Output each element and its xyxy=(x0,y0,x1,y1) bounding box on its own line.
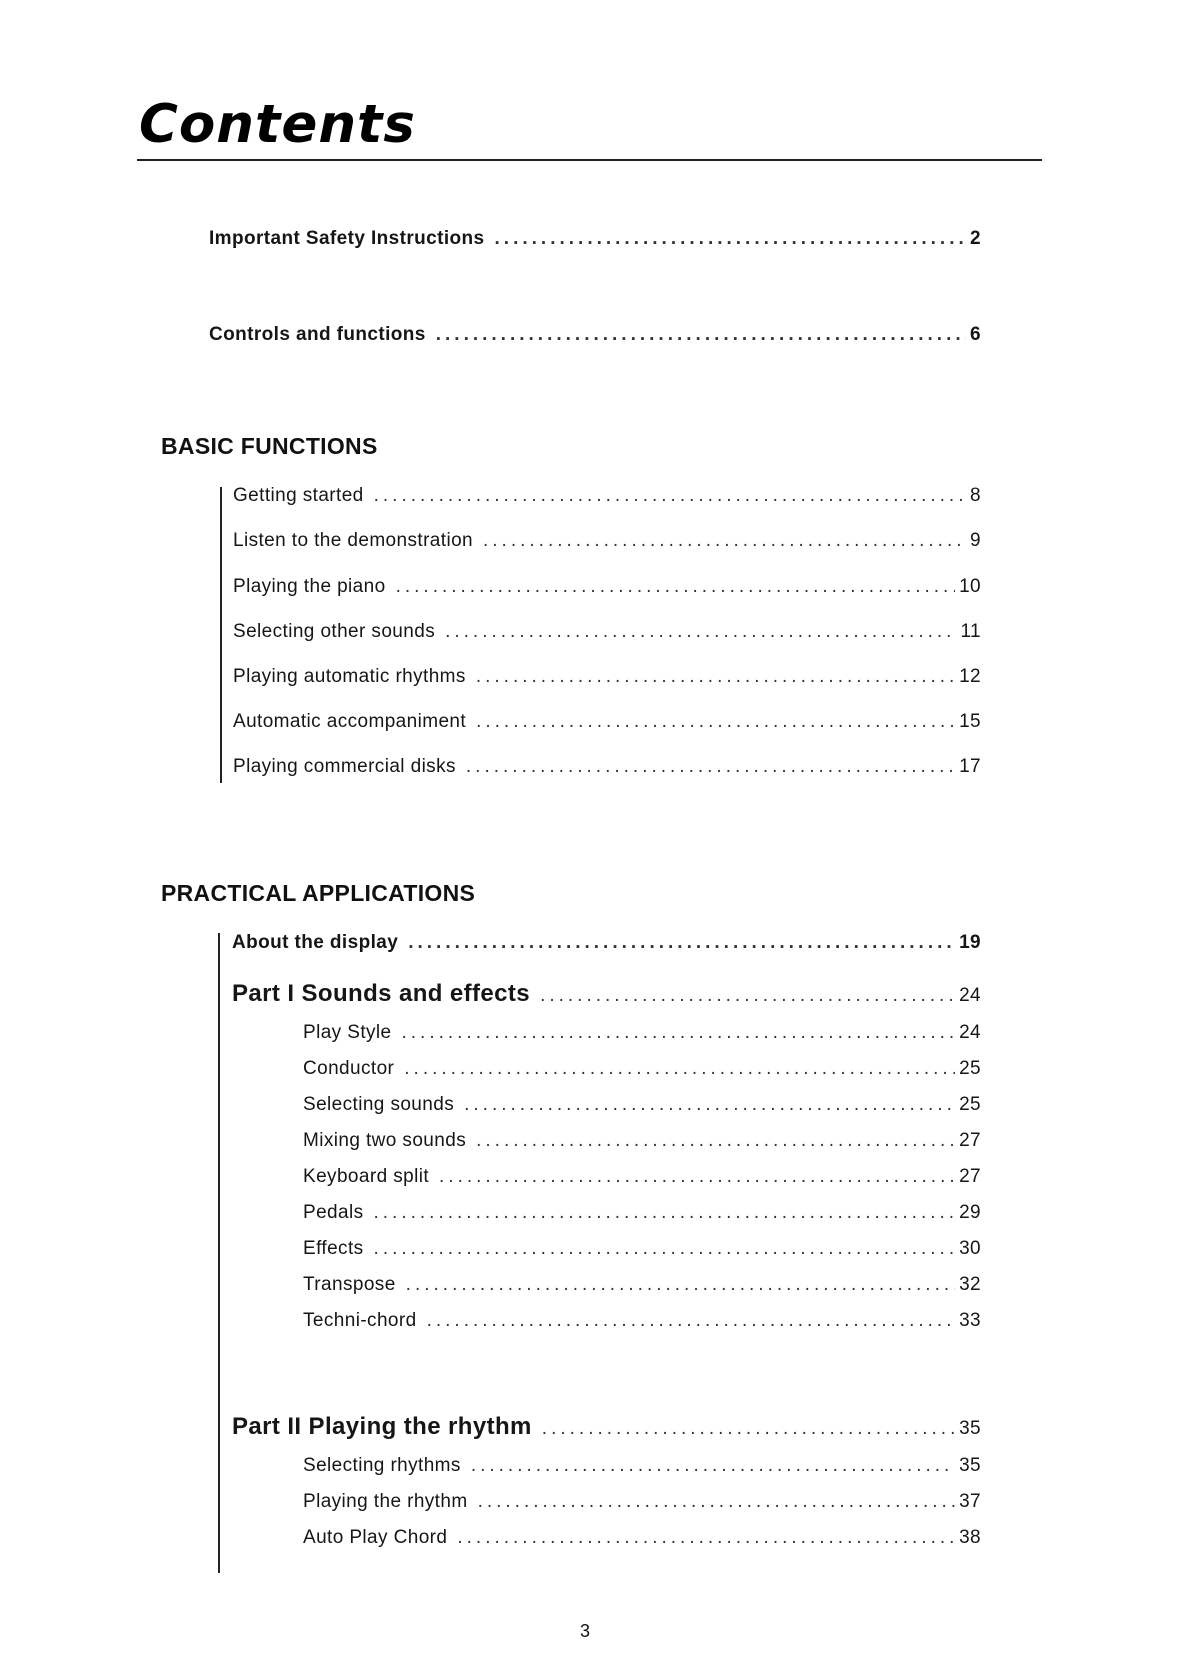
dot-leader xyxy=(476,1130,955,1152)
toc-entry-play-style[interactable] xyxy=(303,1022,981,1044)
section-bar-basic xyxy=(220,487,222,783)
toc-entry-label: Controls and functions xyxy=(209,324,426,345)
dot-leader xyxy=(439,1166,955,1188)
toc-entry-listen-to-demonstration[interactable] xyxy=(233,530,981,552)
dot-leader xyxy=(436,324,966,346)
title-rule xyxy=(137,159,1042,161)
dot-leader xyxy=(483,530,966,552)
dot-leader xyxy=(408,932,955,954)
toc-entry-page: 12 xyxy=(959,666,981,687)
toc-part-2-playing-the-rhythm[interactable] xyxy=(232,1413,981,1441)
toc-entry-label: Selecting other sounds xyxy=(233,621,436,642)
toc-entry-page: 9 xyxy=(970,530,981,551)
toc-entry-label: Transpose xyxy=(303,1274,396,1295)
toc-entry-page: 19 xyxy=(959,932,981,953)
toc-entry-page: 10 xyxy=(959,576,981,597)
toc-entry-automatic-accompaniment[interactable] xyxy=(233,711,981,733)
toc-entry-playing-automatic-rhythms[interactable] xyxy=(233,666,981,688)
toc-entry-page: 29 xyxy=(959,1202,981,1223)
toc-entry-safety-instructions[interactable] xyxy=(209,228,981,250)
toc-entry-page: 25 xyxy=(959,1058,981,1079)
page-title: Contents xyxy=(139,94,416,155)
toc-entry-label: Play Style xyxy=(303,1022,392,1043)
toc-entry-label: Part II Playing the rhythm xyxy=(232,1413,532,1440)
toc-entry-transpose[interactable] xyxy=(303,1274,981,1296)
toc-entry-label: Selecting rhythms xyxy=(303,1455,461,1476)
toc-entry-pedals[interactable] xyxy=(303,1202,981,1224)
toc-entry-page: 24 xyxy=(959,1022,981,1043)
dot-leader xyxy=(445,621,956,643)
toc-entry-label: Techni-chord xyxy=(303,1310,417,1331)
dot-leader xyxy=(540,985,955,1007)
dot-leader xyxy=(374,485,966,507)
toc-part-1-sounds-and-effects[interactable] xyxy=(232,980,981,1008)
dot-leader xyxy=(374,1238,956,1260)
dot-leader xyxy=(542,1418,955,1440)
toc-entry-page: 25 xyxy=(959,1094,981,1115)
toc-entry-getting-started[interactable] xyxy=(233,485,981,507)
toc-entry-controls-and-functions[interactable] xyxy=(209,324,981,346)
toc-entry-playing-the-rhythm[interactable] xyxy=(303,1491,981,1513)
toc-entry-label: Playing automatic rhythms xyxy=(233,666,466,687)
toc-entry-label: Pedals xyxy=(303,1202,364,1223)
toc-entry-conductor[interactable] xyxy=(303,1058,981,1080)
toc-entry-playing-commercial-disks[interactable] xyxy=(233,756,981,778)
toc-entry-selecting-other-sounds[interactable] xyxy=(233,621,981,643)
toc-entry-effects[interactable] xyxy=(303,1238,981,1260)
dot-leader xyxy=(478,1491,956,1513)
toc-entry-page: 8 xyxy=(970,485,981,506)
dot-leader xyxy=(466,756,955,778)
toc-entry-mixing-two-sounds[interactable] xyxy=(303,1130,981,1152)
toc-entry-label: Mixing two sounds xyxy=(303,1130,467,1151)
dot-leader xyxy=(401,1022,955,1044)
toc-entry-page: 37 xyxy=(959,1491,981,1512)
toc-entry-selecting-sounds[interactable] xyxy=(303,1094,981,1116)
dot-leader xyxy=(476,666,955,688)
section-bar-practical xyxy=(218,933,220,1573)
section-heading-basic-functions: BASIC FUNCTIONS xyxy=(161,433,378,459)
toc-entry-page: 38 xyxy=(959,1527,981,1548)
toc-entry-page: 6 xyxy=(970,324,981,345)
toc-entry-label: Automatic accompaniment xyxy=(233,711,467,732)
toc-entry-page: 30 xyxy=(959,1238,981,1259)
dot-leader xyxy=(404,1058,955,1080)
toc-entry-label: Playing the piano xyxy=(233,576,386,597)
toc-entry-page: 32 xyxy=(959,1274,981,1295)
toc-entry-label: Effects xyxy=(303,1238,364,1259)
toc-entry-selecting-rhythms[interactable] xyxy=(303,1455,981,1477)
dot-leader xyxy=(406,1274,955,1296)
toc-entry-page: 33 xyxy=(959,1310,981,1331)
toc-entry-page: 15 xyxy=(959,711,981,732)
dot-leader xyxy=(476,711,955,733)
toc-entry-label: Important Safety Instructions xyxy=(209,228,485,249)
toc-entry-label: Playing commercial disks xyxy=(233,756,456,777)
toc-entry-page: 17 xyxy=(959,756,981,777)
dot-leader xyxy=(396,576,955,598)
toc-entry-label: Getting started xyxy=(233,485,364,506)
toc-entry-label: Part I Sounds and effects xyxy=(232,980,531,1007)
dot-leader xyxy=(471,1455,955,1477)
toc-entry-label: Listen to the demonstration xyxy=(233,530,473,551)
toc-entry-label: Keyboard split xyxy=(303,1166,430,1187)
section-heading-practical-applications: PRACTICAL APPLICATIONS xyxy=(161,880,476,906)
dot-leader xyxy=(495,228,967,250)
toc-entry-label: About the display xyxy=(232,932,399,953)
page-number: 3 xyxy=(580,1621,591,1641)
dot-leader xyxy=(457,1527,955,1549)
toc-entry-page: 27 xyxy=(959,1166,981,1187)
toc-entry-page: 2 xyxy=(970,228,981,249)
dot-leader xyxy=(427,1310,955,1332)
toc-entry-label: Playing the rhythm xyxy=(303,1491,468,1512)
toc-entry-label: Selecting sounds xyxy=(303,1094,455,1115)
toc-entry-page: 24 xyxy=(959,985,981,1006)
toc-entry-label: Conductor xyxy=(303,1058,395,1079)
toc-entry-label: Auto Play Chord xyxy=(303,1527,448,1548)
toc-entry-page: 35 xyxy=(959,1455,981,1476)
dot-leader xyxy=(374,1202,956,1224)
toc-entry-auto-play-chord[interactable] xyxy=(303,1527,981,1549)
toc-entry-keyboard-split[interactable] xyxy=(303,1166,981,1188)
toc-entry-playing-the-piano[interactable] xyxy=(233,576,981,598)
toc-entry-page: 35 xyxy=(959,1418,981,1439)
toc-entry-about-the-display[interactable] xyxy=(232,932,981,954)
dot-leader xyxy=(464,1094,955,1116)
toc-entry-page: 27 xyxy=(959,1130,981,1151)
toc-entry-techni-chord[interactable] xyxy=(303,1310,981,1332)
toc-entry-page: 11 xyxy=(960,621,981,642)
